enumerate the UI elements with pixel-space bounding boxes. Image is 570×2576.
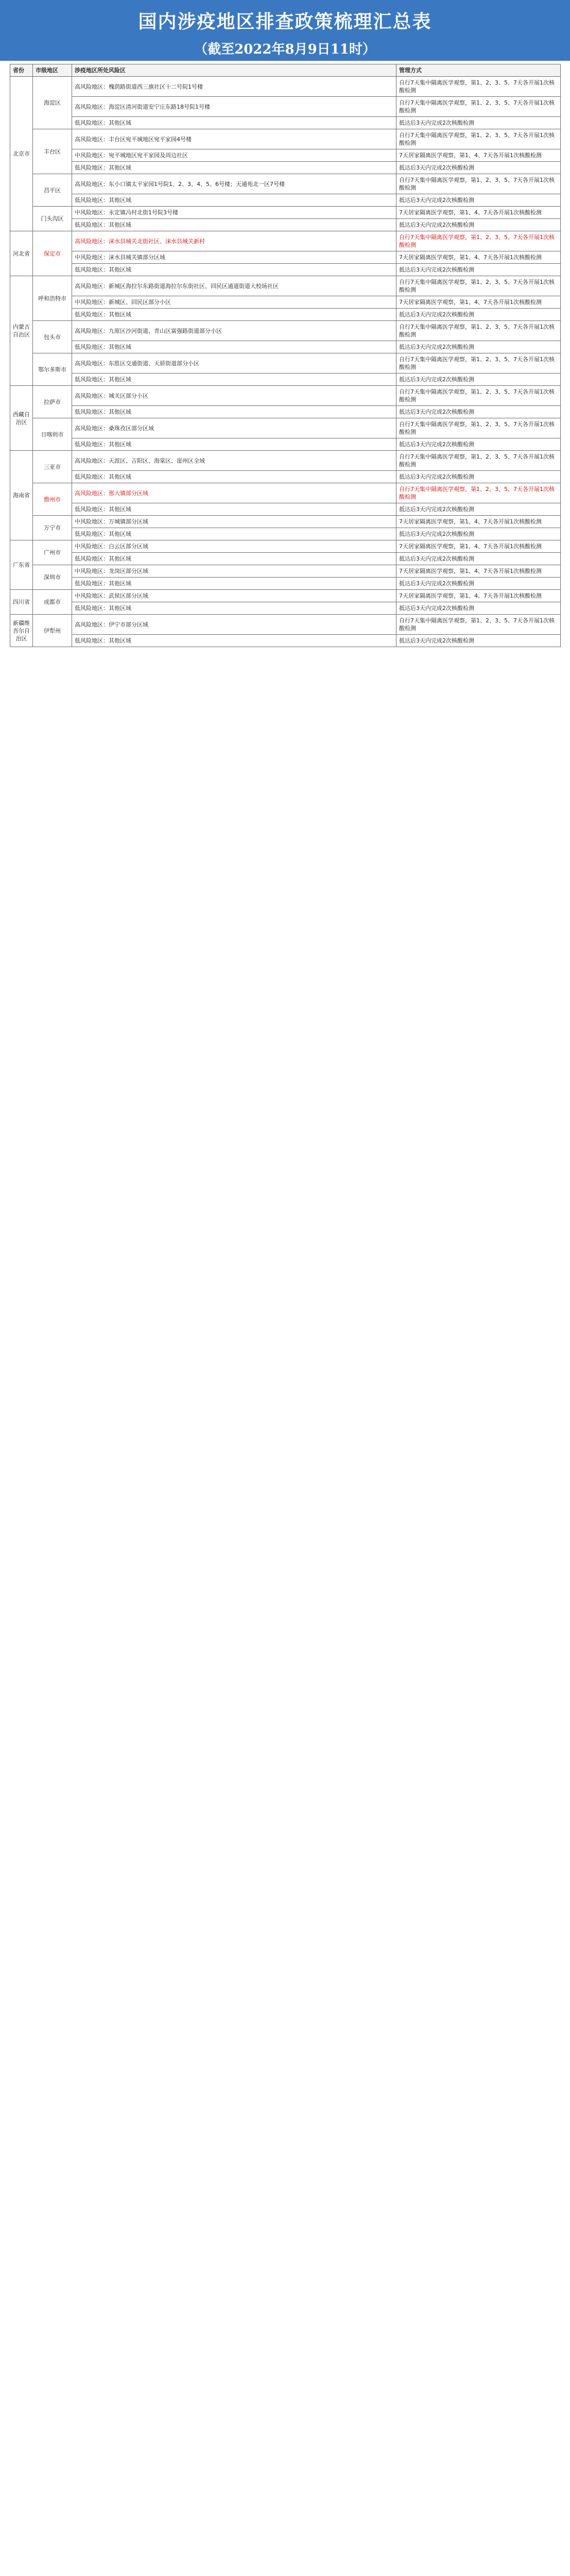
risk-area-cell: 高风险地区：丰台区宛平城地区宛平家园4号楼 bbox=[72, 129, 396, 149]
table-row bbox=[10, 503, 561, 516]
risk-area-cell: 中风险地区：白云区部分区域 bbox=[72, 540, 396, 553]
header-banner bbox=[0, 0, 570, 61]
policy-cell: 自行7天集中隔离医学观察，第1、2、3、5、7天各开展1次核酸检测 bbox=[396, 451, 561, 471]
risk-area-cell: 高风险地区：海淀区清河街道安宁庄东路18号院1号楼 bbox=[72, 97, 396, 117]
city-cell: 昌平区 bbox=[33, 174, 72, 207]
table-row bbox=[10, 516, 561, 528]
table-row bbox=[10, 219, 561, 231]
risk-area-cell: 高风险地区：九原区沙河街道、青山区富强路街道部分小区 bbox=[72, 321, 396, 341]
city-cell: 保定市 bbox=[33, 231, 72, 276]
risk-area-cell: 高风险地区：城关区部分小区 bbox=[72, 386, 396, 406]
province-cell: 北京市 bbox=[10, 77, 33, 231]
province-cell: 新疆维吾尔自治区 bbox=[10, 615, 33, 647]
policy-cell: 7天居家隔离医学观察，第1、4、7天各开展1次核酸检测 bbox=[396, 149, 561, 162]
city-cell: 万宁市 bbox=[33, 516, 72, 540]
table-row bbox=[10, 386, 561, 406]
table-row bbox=[10, 97, 561, 117]
table-row bbox=[10, 565, 561, 578]
table-header-row bbox=[10, 64, 561, 77]
risk-area-cell: 低风险地区：其他区域 bbox=[72, 341, 396, 353]
table-row bbox=[10, 578, 561, 590]
risk-area-cell: 高风险地区：新城区海拉尔东路街道海拉尔东街社区、回民区通道街道大校场社区 bbox=[72, 276, 396, 296]
policy-cell: 抵达后3天内完成2次核酸检测 bbox=[396, 341, 561, 353]
city-cell: 日喀则市 bbox=[33, 418, 72, 451]
policy-cell: 抵达后3天内完成2次核酸检测 bbox=[396, 471, 561, 483]
policy-cell: 抵达后3天内完成2次核酸检测 bbox=[396, 219, 561, 231]
risk-area-cell: 高风险地区：那大镇部分区域 bbox=[72, 483, 396, 503]
policy-cell: 抵达后3天内完成2次核酸检测 bbox=[396, 528, 561, 540]
table-row bbox=[10, 231, 561, 251]
table-row bbox=[10, 483, 561, 503]
table-row bbox=[10, 602, 561, 615]
city-cell: 包头市 bbox=[33, 321, 72, 353]
policy-cell: 自行7天集中隔离医学观察，第1、2、3、5、7天各开展1次核酸检测 bbox=[396, 353, 561, 374]
table-row bbox=[10, 553, 561, 565]
risk-area-cell: 中风险地区：龙岗区部分区域 bbox=[72, 565, 396, 578]
province-cell: 内蒙古自治区 bbox=[10, 276, 33, 386]
policy-cell: 自行7天集中隔离医学观察，第1、2、3、5、7天各开展1次核酸检测 bbox=[396, 97, 561, 117]
table-row bbox=[10, 149, 561, 162]
policy-cell: 自行7天集中隔离医学观察，第1、2、3、5、7天各开展1次核酸检测 bbox=[396, 231, 561, 251]
table-row bbox=[10, 341, 561, 353]
table-row bbox=[10, 174, 561, 194]
risk-area-cell: 低风险地区：其他区域 bbox=[72, 309, 396, 321]
table-row bbox=[10, 264, 561, 276]
risk-area-cell: 低风险地区：其他区域 bbox=[72, 194, 396, 207]
table-row bbox=[10, 207, 561, 219]
policy-cell: 自行7天集中隔离医学观察，第1、2、3、5、7天各开展1次核酸检测 bbox=[396, 276, 561, 296]
policy-cell: 抵达后3天内完成2次核酸检测 bbox=[396, 194, 561, 207]
policy-cell: 自行7天集中隔离医学观察，第1、2、3、5、7天各开展1次核酸检测 bbox=[396, 418, 561, 438]
risk-area-cell: 高风险地区：槐荫路街道西三旗社区十二号院1号楼 bbox=[72, 77, 396, 97]
policy-cell: 自行7天集中隔离医学观察，第1、2、3、5、7天各开展1次核酸检测 bbox=[396, 174, 561, 194]
risk-area-cell: 高风险地区：涞水县城关北街社区、涞水县城关新村 bbox=[72, 231, 396, 251]
table-row bbox=[10, 540, 561, 553]
risk-area-cell: 低风险地区：其他区域 bbox=[72, 503, 396, 516]
column-header-area: 涉疫地区所处风险区 bbox=[72, 64, 396, 77]
risk-area-cell: 低风险地区：其他区域 bbox=[72, 438, 396, 451]
risk-area-cell: 低风险地区：其他区域 bbox=[72, 264, 396, 276]
risk-area-cell: 中风险地区：武侯区部分区域 bbox=[72, 590, 396, 602]
province-cell: 河北省 bbox=[10, 231, 33, 276]
policy-cell: 抵达后3天内完成2次核酸检测 bbox=[396, 406, 561, 418]
policy-cell: 抵达后3天内完成2次核酸检测 bbox=[396, 553, 561, 565]
policy-cell: 抵达后3天内完成2次核酸检测 bbox=[396, 635, 561, 647]
policy-cell: 7天居家隔离医学观察，第1、4、7天各开展1次核酸检测 bbox=[396, 565, 561, 578]
policy-cell: 7天居家隔离医学观察，第1、4、7天各开展1次核酸检测 bbox=[396, 251, 561, 264]
policy-cell: 抵达后3天内完成2次核酸检测 bbox=[396, 162, 561, 174]
risk-area-cell: 中风险地区：永定镇冯村北街1号院3号楼 bbox=[72, 207, 396, 219]
page-subtitle: （截至2022年8月9日11时） bbox=[194, 42, 376, 57]
table-row bbox=[10, 528, 561, 540]
city-cell: 拉萨市 bbox=[33, 386, 72, 418]
city-cell: 伊犁州 bbox=[33, 615, 72, 647]
policy-cell: 抵达后3天内完成2次核酸检测 bbox=[396, 309, 561, 321]
table-row bbox=[10, 590, 561, 602]
table-row bbox=[10, 321, 561, 341]
table-row bbox=[10, 276, 561, 296]
risk-area-cell: 中风险地区：宛平城地区宛平家园及周边社区 bbox=[72, 149, 396, 162]
policy-table bbox=[10, 64, 561, 647]
table-row bbox=[10, 451, 561, 471]
risk-area-cell: 低风险地区：其他区域 bbox=[72, 471, 396, 483]
risk-area-cell: 低风险地区：其他区域 bbox=[72, 553, 396, 565]
province-cell: 广东省 bbox=[10, 540, 33, 590]
policy-cell: 抵达后3天内完成2次核酸检测 bbox=[396, 438, 561, 451]
risk-area-cell: 低风险地区：其他区域 bbox=[72, 406, 396, 418]
policy-cell: 自行7天集中隔离医学观察，第1、2、3、5、7天各开展1次核酸检测 bbox=[396, 321, 561, 341]
table-row bbox=[10, 438, 561, 451]
policy-cell: 7天居家隔离医学观察，第1、4、7天各开展1次核酸检测 bbox=[396, 516, 561, 528]
table-body bbox=[10, 77, 561, 647]
risk-area-cell: 中风险地区：新城区、回民区部分小区 bbox=[72, 296, 396, 309]
policy-cell: 7天居家隔离医学观察，第1、4、7天各开展1次核酸检测 bbox=[396, 296, 561, 309]
table-row bbox=[10, 418, 561, 438]
table-row bbox=[10, 129, 561, 149]
risk-area-cell: 低风险地区：其他区域 bbox=[72, 374, 396, 386]
risk-area-cell: 高风险地区：东胜区交通街道、天骄街道部分小区 bbox=[72, 353, 396, 374]
table-row bbox=[10, 353, 561, 374]
city-cell: 儋州市 bbox=[33, 483, 72, 516]
province-cell: 西藏自治区 bbox=[10, 386, 33, 451]
table-row bbox=[10, 117, 561, 129]
policy-cell: 自行7天集中隔离医学观察，第1、2、3、5、7天各开展1次核酸检测 bbox=[396, 386, 561, 406]
city-cell: 丰台区 bbox=[33, 129, 72, 174]
policy-cell: 自行7天集中隔离医学观察，第1、2、3、5、7天各开展1次核酸检测 bbox=[396, 77, 561, 97]
policy-cell: 抵达后3天内完成2次核酸检测 bbox=[396, 578, 561, 590]
city-cell: 三亚市 bbox=[33, 451, 72, 483]
column-header-policy: 管理方式 bbox=[396, 64, 561, 77]
policy-cell: 抵达后3天内完成2次核酸检测 bbox=[396, 602, 561, 615]
risk-area-cell: 高风险地区：伊宁市部分区域 bbox=[72, 615, 396, 635]
risk-area-cell: 低风险地区：其他区域 bbox=[72, 219, 396, 231]
policy-cell: 抵达后3天内完成2次核酸检测 bbox=[396, 374, 561, 386]
risk-area-cell: 低风险地区：其他区域 bbox=[72, 578, 396, 590]
table-row bbox=[10, 296, 561, 309]
table-row bbox=[10, 471, 561, 483]
city-cell: 深圳市 bbox=[33, 565, 72, 590]
risk-area-cell: 中风险地区：涞水县城关镇部分区域 bbox=[72, 251, 396, 264]
risk-area-cell: 低风险地区：其他区域 bbox=[72, 602, 396, 615]
risk-area-cell: 高风险地区：天涯区、吉阳区、海棠区、崖州区全域 bbox=[72, 451, 396, 471]
table-row bbox=[10, 194, 561, 207]
policy-cell: 自行7天集中隔离医学观察，第1、2、3、5、7天各开展1次核酸检测 bbox=[396, 129, 561, 149]
risk-area-cell: 低风险地区：其他区域 bbox=[72, 635, 396, 647]
risk-area-cell: 低风险地区：其他区域 bbox=[72, 528, 396, 540]
risk-area-cell: 高风险地区：东小口镇太平家园1号院1、2、3、4、5、6号楼；天通苑北一区7号楼 bbox=[72, 174, 396, 194]
city-cell: 成都市 bbox=[33, 590, 72, 615]
province-cell: 海南省 bbox=[10, 451, 33, 540]
table-row bbox=[10, 162, 561, 174]
table-row bbox=[10, 309, 561, 321]
city-cell: 门头沟区 bbox=[33, 207, 72, 231]
policy-cell: 自行7天集中隔离医学观察，第1、2、3、5、7天各开展1次核酸检测 bbox=[396, 483, 561, 503]
table-row bbox=[10, 635, 561, 647]
table-row bbox=[10, 251, 561, 264]
column-header-province: 省份 bbox=[10, 64, 33, 77]
policy-cell: 7天居家隔离医学观察，第1、4、7天各开展1次核酸检测 bbox=[396, 540, 561, 553]
table-row bbox=[10, 374, 561, 386]
page-title: 国内涉疫地区排查政策梳理汇总表 bbox=[138, 11, 432, 32]
table-row bbox=[10, 77, 561, 97]
risk-area-cell: 中风险地区：万城镇部分区域 bbox=[72, 516, 396, 528]
table-row bbox=[10, 406, 561, 418]
province-cell: 四川省 bbox=[10, 590, 33, 615]
city-cell: 海淀区 bbox=[33, 77, 72, 129]
city-cell: 呼和浩特市 bbox=[33, 276, 72, 321]
city-cell: 广州市 bbox=[33, 540, 72, 565]
city-cell: 鄂尔多斯市 bbox=[33, 353, 72, 386]
risk-area-cell: 低风险地区：其他区域 bbox=[72, 162, 396, 174]
policy-cell: 抵达后3天内完成2次核酸检测 bbox=[396, 264, 561, 276]
table-row bbox=[10, 615, 561, 635]
risk-area-cell: 高风险地区：桑珠孜区部分区域 bbox=[72, 418, 396, 438]
policy-cell: 自行7天集中隔离医学观察，第1、2、3、5、7天各开展1次核酸检测 bbox=[396, 615, 561, 635]
policy-cell: 抵达后3天内完成2次核酸检测 bbox=[396, 503, 561, 516]
policy-cell: 7天居家隔离医学观察，第1、4、7天各开展1次核酸检测 bbox=[396, 207, 561, 219]
policy-cell: 抵达后3天内完成2次核酸检测 bbox=[396, 117, 561, 129]
risk-area-cell: 低风险地区：其他区域 bbox=[72, 117, 396, 129]
column-header-city: 市级地区 bbox=[33, 64, 72, 77]
policy-cell: 7天居家隔离医学观察，第1、4、7天各开展1次核酸检测 bbox=[396, 590, 561, 602]
